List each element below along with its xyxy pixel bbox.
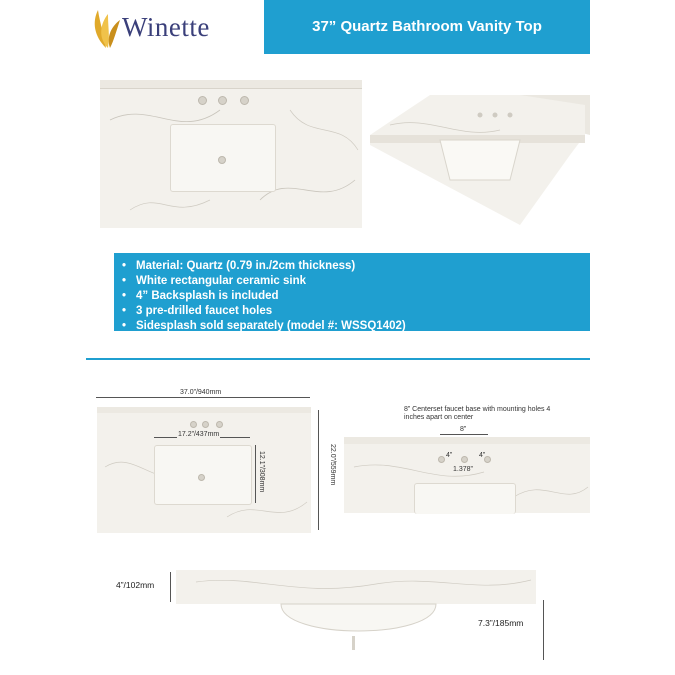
spacing-left-label: 4” xyxy=(446,452,453,459)
wheat-leaf-icon xyxy=(88,6,124,50)
feature-material: • Material: Quartz (0.79 in./2cm thickness) xyxy=(122,259,406,274)
spacing-right-label: 4” xyxy=(479,452,486,459)
feature-sidesplash: • Sidesplash sold separately (model #: WSSQ1402) xyxy=(122,319,406,334)
page-title: 37” Quartz Bathroom Vanity Top xyxy=(312,18,542,35)
width-label: 37.0”/940mm xyxy=(180,389,222,396)
sink-depth-line xyxy=(255,445,256,503)
feature-sink: • White rectangular ceramic sink xyxy=(122,274,406,289)
faucet-hole xyxy=(190,421,197,428)
backsplash-height-label: 4”/102mm xyxy=(116,580,155,590)
vanity-top-angled-photo xyxy=(370,95,590,225)
sink-drop-label: 7.3”/185mm xyxy=(478,618,524,628)
sink-drop-line xyxy=(543,600,544,660)
faucet-hole xyxy=(438,456,445,463)
brand-name: Winette xyxy=(122,12,210,42)
faucet-hole xyxy=(218,96,227,105)
vanity-side-view xyxy=(176,570,546,660)
depth-label: 22.0”/559mm xyxy=(329,444,336,486)
centerset-note: 8” Centerset faucet base with mounting holes 4 inches apart on center xyxy=(404,406,551,421)
faucet-hole xyxy=(240,96,249,105)
vanity-top-front-photo xyxy=(100,80,362,228)
faucet-hole xyxy=(202,421,209,428)
hole-offset-label: 1.378” xyxy=(453,466,473,473)
sink-width-label: 17.2”/437mm xyxy=(178,431,220,438)
feature-backsplash: • 4” Backsplash is included xyxy=(122,289,406,304)
drain-hole xyxy=(218,156,226,164)
centerset-closeup xyxy=(344,437,590,513)
faucet-hole xyxy=(216,421,223,428)
faucet-hole xyxy=(461,456,468,463)
sink-basin xyxy=(414,483,516,514)
sink-depth-label: 12.1”/308mm xyxy=(258,451,265,493)
feature-faucet-holes: • 3 pre-drilled faucet holes xyxy=(122,304,406,319)
section-divider xyxy=(86,358,590,360)
centerset-line xyxy=(440,434,488,435)
backsplash-height-line xyxy=(170,572,171,602)
vanity-top-diagram xyxy=(97,407,311,533)
features-list xyxy=(122,259,406,334)
drain-hole xyxy=(198,474,205,481)
depth-dimension-line xyxy=(318,410,319,530)
faucet-hole xyxy=(198,96,207,105)
centerset-8-label: 8” xyxy=(460,426,467,433)
width-dimension-line xyxy=(96,397,310,398)
